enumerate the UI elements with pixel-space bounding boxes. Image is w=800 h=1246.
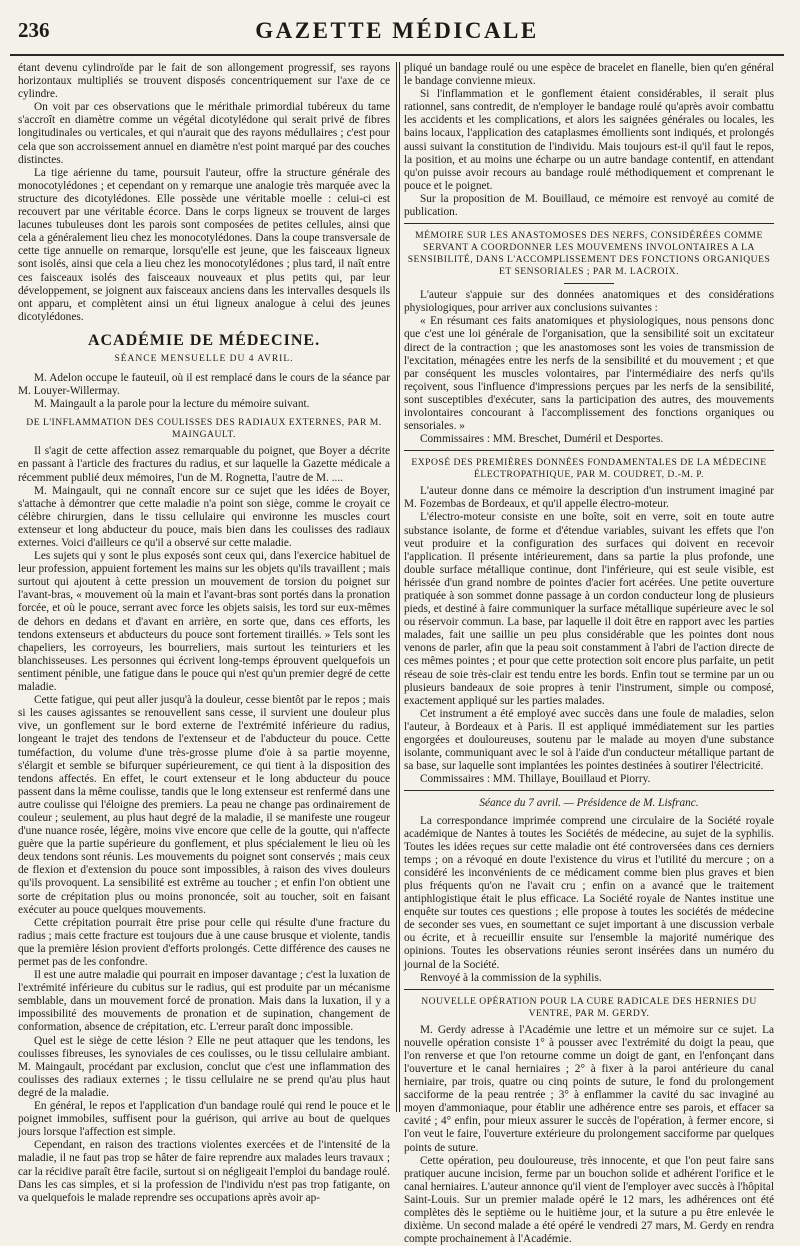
page-number: 236 xyxy=(18,18,50,42)
page-header xyxy=(10,14,784,56)
paragraph: L'auteur donne dans ce mémoire la description d'un instrument imaginé par M. Fozembas de Bordeaux, et qu'il appelle électro-moteur. xyxy=(404,485,774,511)
paragraph: étant devenu cylindroïde par le fait de son allongement progressif, ses rayons horizontaux multipliés se trouvent disposés concentriquement sur l'axe de ce cylindre. xyxy=(18,62,390,101)
paragraph: Commissaires : MM. Breschet, Duméril et Desportes. xyxy=(420,433,664,446)
paragraph: M. Maingault, qui ne connaît encore sur ce sujet que les idées de Boyer, s'attache à démontrer que cette maladie n'a point son siège, comme le croyait ce célèbre chirurgien, dans le tissu cellulaire qui environne les muscles court extenseur et long abducteur du pouce, mais bien dans les coulisses des radiaux externes. Voici d'ailleurs ce qu'il a observé sur cette maladie. xyxy=(18,484,390,549)
paragraph: Cependant, en raison des tractions violentes exercées et de l'intensité de la maladie, il ne faut pas trop se hâter de faire reprendre aux malades leurs travaux ; car la récidive paraît être facile, surtout si on négligeait l'emploi du bandage roulé. Dans les cas simples, et si la profession de l'individu n'est pas trop fatigante, on va quelquefois le malade reprendre ses occupations après avoir ap- xyxy=(18,1139,390,1204)
paragraph: L'électro-moteur consiste en une boîte, soit en verre, soit en toute autre substance isolante, de forme et d'étendue variables, suivant les effets que l'on veut produire et la configuration des surfaces qui doivent en recevoir l'application. Il présente intérieurement, dans sa partie la plus profonde, une double surface métallique continue, dont l'inférieure, qui est seule visible, est hérissée d'un grand nombre de pointes d'acier fort acérées. Une petite ouverture pratiquée à son sommet donne passage à un cordon conducteur long de plusieurs pieds, et destiné à faire communiquer la surface métallique supérieure avec le sol ou réservoir commun. La base, par laquelle il doit être en rapport avec les parties malades, fait une saillie un peu plus considérable que les pointes dont nous venons de parler, afin que la peau soit constamment à l'abri de l'action directe de ces mêmes pointes ; et pour que cette protection soit encore plus parfaite, un petit réseau de soie très-clair est tendu entre les bords. Enfin tout se termine par un ou plusieurs bandeaux de soie propres à tenir l'instrument, simple ou composé, exactement appliqué sur les parties malades. xyxy=(404,511,774,707)
paragraph: Cette crépitation pourrait être prise pour celle qui résulte d'une fracture du radius ; mais cette fracture est toujours due à une cause brusque et violente, tandis que la première lésion provient d'efforts prolongés. Cette différence des causes ne permet pas de les confondre. xyxy=(18,916,390,968)
paragraph: Les sujets qui y sont le plus exposés sont ceux qui, dans l'exercice habituel de leur profession, appuient fortement les mains sur les objets qu'ils travaillent ; mais surtout qui ajoutent à cette pression un mouvement de torsion du poignet sur l'avant-bras, « mouvement où la main et l'avant-bras sont portés dans la pronation forcée, et où le pouce, serrant avec force les objets saisis, les tord sur eux-mêmes de dehors en dedans et d'avant en arrière, en sorte que, dans ces efforts, les tendons extenseurs et abducteurs du pouce sont fortement tiraillés. » Tels sont les chapeliers, les corroyeurs, les bourreliers, mais surtout les teinturiers et les blanchisseuses. Les personnes qui écrivent long-temps éprouvent quelquefois un sentiment pénible, une fatigue dans le pouce qui n'est qu'un premier degré de cette maladie. xyxy=(18,550,390,694)
paragraph: La tige aérienne du tame, poursuit l'auteur, offre la structure générale des monocotylédones ; et cependant on y remarque une analogie très marquée avec la structure des dicotylédones. Elle possède une véritable moelle : celui-ci est recouvert par une véritable écorce. Dans le corps ligneux se trouvent de larges lacunes tubuleuses dont les parois sont composées de petites cellules, ainsi que cela a généralement lieu chez les monocotylédones. Dans la coupe transversale de cette tige annuelle on remarque, lorsqu'elle est jeune, que les faisceaux ligneux sont isolés, ainsi que cela a lieu chez les monocotylédones ; plus tard, il naît entre ces faisceaux isolés des faisceaux nouveaux et plus petits qui, par leur développement, se joignent aux faisceaux anciens dans les intervalles desquels ils ont apparu, et complètent ainsi un étui ligneux analogue à celui des jeunes dicotylédones. xyxy=(18,166,390,323)
paragraph: « En résumant ces faits anatomiques et physiologiques, nous pensons donc que c'est une loi générale de l'organisation, que la sensibilité soit un excitateur direct de la contraction ; que les anastomoses sont les voies de transmission de l'excitation, ménagées entre les nerfs de la sensibilité et du mouvement ; et que par conséquent les muscles volontaires, par l'intermédiaire des nerfs qu'ils reçoivent, sous l'influence d'impressions perçues par les nerfs de la sensibilité, sont susceptibles d'exécuter, sans la participation des autres, des mouvements involontaires concourant à l'accomplissement des fonctions organiques ou sensoriales. » xyxy=(404,315,774,433)
divider xyxy=(404,223,774,224)
paragraph: Cette opération, peu douloureuse, très innocente, et que l'on peut faire sans pratiquer aucune incision, ferme par un bouchon solide et adhérent l'orifice et le canal herniaires. L'auteur annonce qu'il vient de l'employer avec succès à l'hôpital Saint-Louis. Sur un premier malade opéré le 12 mars, les adhérences ont été complètes dès le septième ou le huitième jour, et la suture a pu être enlevée le dixième. Un second malade a été opéré le vendredi 27 mars, M. Gerdy en rendra compte prochainement à l'Académie. xyxy=(404,1154,774,1246)
operation-title: NOUVELLE OPÉRATION POUR LA CURE RADICALE DES HERNIES DU VENTRE, PAR M. GERDY. xyxy=(421,995,757,1019)
paragraph: On voit par ces observations que le mérithale primordial tubéreux du tame s'accroît en diamètre comme un végétal dicotylédone qui serait privé de fibres longitudinales ou verticales, et qui n'aurait que des rayons médullaires ; c'est pour cela que son accroissement annuel en diamètre n'est point marqué par des couches distinctes. xyxy=(18,101,390,166)
paragraph: M. Gerdy adresse à l'Académie une lettre et un mémoire sur ce sujet. La nouvelle opération consiste 1° à pousser avec l'extrémité du doigt la peau, que l'on renverse et que l'on retourne comme un doigt de gant, en l'enfonçant dans l'ouverture et le canal herniaires ; 2° à fixer à la paroi antérieure du canal herniaire, par trois, quatre ou cinq points de suture, le fond du prolongement sacciforme de la peau rentrée ; 3° à enflammer la cavité du sac invaginé au moyen d'ammoniaque, pour établir une adhérence entre ses parois, et effacer sa cavité ; 4° enfin, pour mieux assurer le succès de l'opération, à fermer encore, si l'on veut le faire, l'ouverture extérieure du prolongement sacciforme par quelques points de suture. xyxy=(404,1023,774,1154)
paragraph: Si l'inflammation et le gonflement étaient considérables, il serait plus rationnel, sans contredit, de n'employer le bandage roulé qu'après avoir combattu les accidents et les complications, et alors les saignées générales ou locales, les bains locaux, l'application des cataplasmes émollients sont indiqués, et prolongés aussi suivant la constitution de l'individu. Mais toujours est-il qu'il faut le repos, la position, et au moins une écharpe ou un autre bandage contentif, en attendant qu'on puisse avoir recours au bandage roulé méthodiquement et comprenant le pouce et le poignet. xyxy=(404,88,774,192)
memoire-title: MÉMOIRE SUR LES ANASTOMOSES DES NERFS, CONSIDÉRÉES COMME SERVANT A COORDONNER LES MOUVEMENS INVOLONTAIRES A LA SENSIBILITÉ, DANS L'ACCOMPLISSEMENT DES FONCTIONS ORGANIQUES ET SENSORIALES ; PAR M. LACROIX. xyxy=(407,230,771,278)
paragraph: En général, le repos et l'application d'un bandage roulé qui rend le pouce et le poignet immobiles, suffisent pour la guérison, qui arrive au bout de quelques jours lorsque l'affection est simple. xyxy=(18,1100,390,1139)
paragraph: Cette fatigue, qui peut aller jusqu'à la douleur, cesse bientôt par le repos ; mais si les causes agissantes se renouvellent sans cesse, il survient une douleur plus vive, un gonflement sur le bord externe de l'extrémité inférieure du radius, longeant le trajet des tendons de l'extenseur et de l'abducteur du pouce. Cette tuméfaction, du volume d'une très-grosse plume d'oie à sa partie moyenne, s'élargit et semble se bifurquer supérieurement, ce qui tient à la disposition des tendons affectés. En effet, le court extenseur et le long abducteur du pouce passent dans la même coulisse, tandis que le long extenseur est renfermé dans une autre coulisse qui l'éloigne des premiers. La peau ne change pas ordinairement de couleur ; seulement, au plus haut degré de la maladie, il se manifeste une rougeur d'une nuance rosée, légère, moins vive encore que celle de la goutte, qui n'affecte guère que la partie supérieure du gonflement, et plus spécialement le lieu où les deux tendons sont réunis. Les mouvements du poignet sont conservés ; mais ceux de flexion et d'extension du pouce sont impossibles, à raison des vives douleurs qu'ils provoquent. La sensibilité est extrême au toucher ; et enfin l'on obtient une sorte de crépitation plus ou moins prononcée, soit au toucher, soit en faisant exécuter au pouce quelques mouvements. xyxy=(18,694,390,916)
paragraph: pliqué un bandage roulé ou une espèce de bracelet en flanelle, bien qu'en général le bandage convienne mieux. xyxy=(404,62,774,88)
column-rule xyxy=(396,62,397,1112)
divider xyxy=(404,790,774,791)
short-divider xyxy=(564,283,614,284)
paragraph: La correspondance imprimée comprend une circulaire de la Société royale académique de Nantes à toutes les Sociétés de médecine, au sujet de la syphilis. Toutes les idées reçues sur cette maladie ont été controversées dans ces derniers temps ; on a révoqué en doute l'existence du virus et l'utilité du mercure ; on a considéré les inconvénients de ce médicament comme bien plus graves et bien plus fréquents qu'on ne l'avait cru ; enfin on a avancé que le traitement antiphlogistique était le plus efficace. La Société royale de Nantes institue une enquête sur toutes ces questions ; elle propose à toutes les sociétés de médecine de seconder ses vues, en soumettant ce sujet important à une discussion verbale ou écrite, et à recueillir ensuite sur l'ensemble la majorité numérique des opinions. Toutes les observations réunies seront insérées dans un numéro du journal de la Société. xyxy=(404,814,774,971)
right-column xyxy=(404,62,774,1246)
journal-title: GAZETTE MÉDICALE xyxy=(255,18,539,43)
paragraph: Quel est le siège de cette lésion ? Elle ne peut attaquer que les tendons, les coulisses fibreuses, les synoviales de ces coulisses, ou le tissu cellulaire ambiant. M. Maingault, procédant par exclusion, conclut que c'est une inflammation des coulisses des radiaux externes ; le tissu cellulaire ne se prend qu'au plus haut degré de la maladie. xyxy=(18,1034,390,1099)
seance-heading: SÉANCE MENSUELLE DU 4 AVRIL. xyxy=(114,353,294,364)
paragraph: M. Maingault a la parole pour la lecture du mémoire suivant. xyxy=(34,398,310,411)
paragraph: Cet instrument a été employé avec succès dans une foule de maladies, selon l'auteur, à Bordeaux et à Paris. Il est appliqué immédiatement sur les parties engorgées et douloureuses, soutenu par le malade au moyen d'une substance isolante, communiquant avec le sol à l'aide d'un conducteur métallique partant de sa base, sur laquelle sont implantées les pointes destinées à soutirer l'électricité. xyxy=(404,707,774,773)
paragraph: Sur la proposition de M. Bouillaud, ce mémoire est renvoyé au comité de publication. xyxy=(404,192,774,219)
divider xyxy=(404,989,774,990)
seance-heading: Séance du 7 avril. — Présidence de M. Lisfranc. xyxy=(479,797,699,810)
expose-title: EXPOSÉ DES PREMIÈRES DONNÉES FONDAMENTALES DE LA MÉDECINE ÉLECTROPATHIQUE, PAR M. COUDRET, D.-M. P. xyxy=(411,457,767,481)
left-column xyxy=(18,62,390,1204)
section-title: ACADÉMIE DE MÉDECINE. xyxy=(87,331,321,349)
paragraph: L'auteur s'appuie sur des données anatomiques et des considérations physiologiques, pour arriver aux conclusions suivantes : xyxy=(404,289,774,315)
paragraph: Il est une autre maladie qui pourrait en imposer davantage ; c'est la luxation de l'extrémité inférieure du cubitus sur le radius, qui est produite par un mécanisme semblable, dans un mouvement forcé de pronation. Mais dans la luxation, il y a impossibilité des mouvements de pronation et de supination, changement de conformation, absence de crépitation, etc. L'erreur paraît donc impossible. xyxy=(18,969,390,1034)
divider xyxy=(404,450,774,451)
column-rule-inner xyxy=(399,62,400,1112)
paragraph: Renvoyé à la commission de la syphilis. xyxy=(420,971,602,984)
memoire-title: DE L'INFLAMMATION DES COULISSES DES RADIAUX EXTERNES, PAR M. MAINGAULT. xyxy=(26,417,382,441)
paragraph: Commissaires : MM. Thillaye, Bouillaud et Piorry. xyxy=(420,773,651,786)
paragraph: Il s'agit de cette affection assez remarquable du poignet, que Boyer a décrite en passant à l'article des fractures du radius, et sur laquelle la Gazette médicale a récemment publié deux mémoires, l'un de M. Rognetta, l'autre de M. .... xyxy=(18,445,390,484)
paragraph: M. Adelon occupe le fauteuil, où il est remplacé dans le cours de la séance par M. Louyer-Willermay. xyxy=(18,372,390,398)
